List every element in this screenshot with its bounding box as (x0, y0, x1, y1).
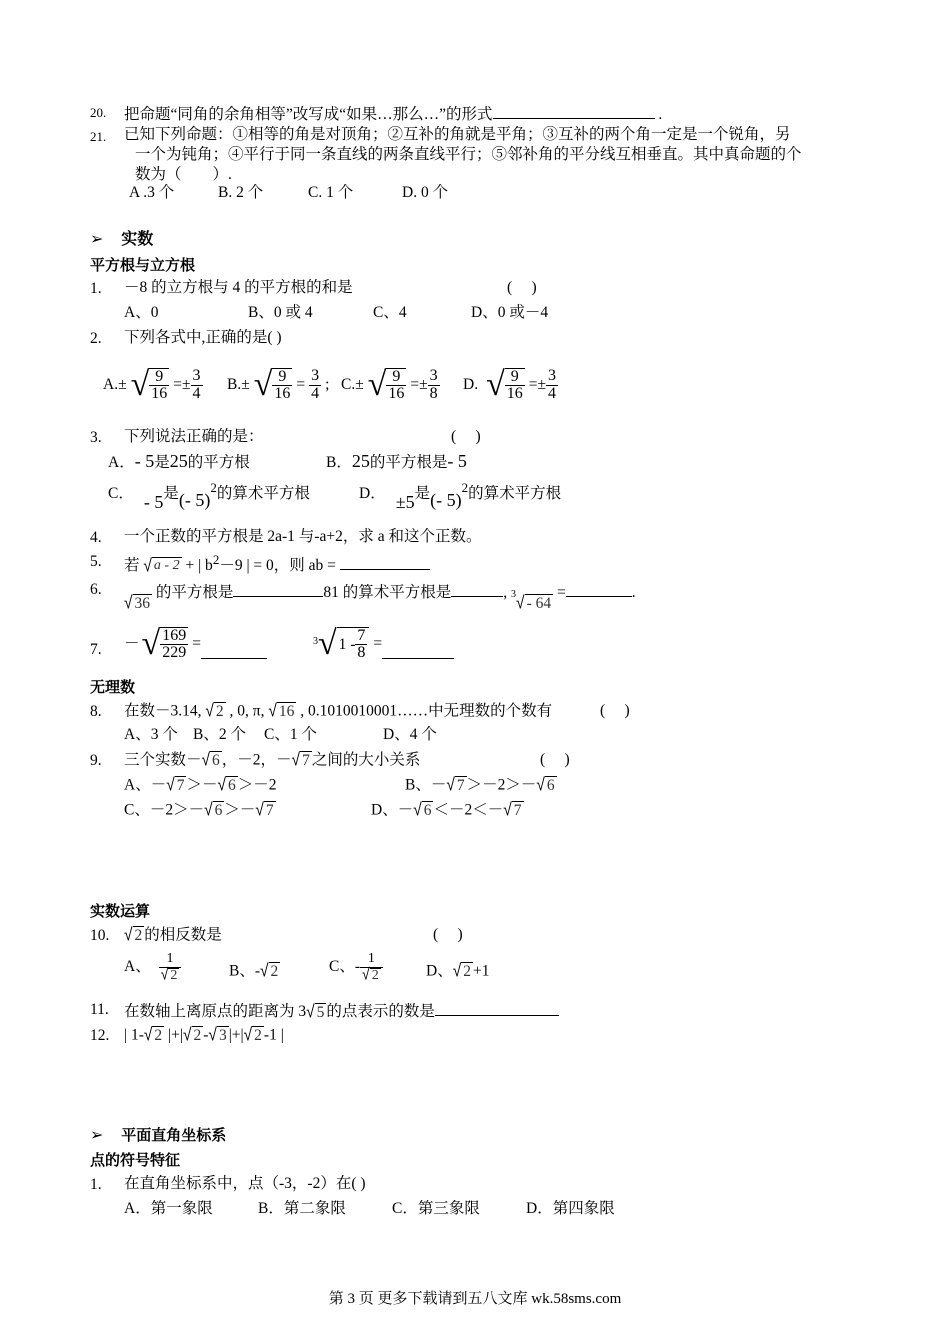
option-c[interactable]: C、1 个 (264, 726, 317, 743)
question-text: 在直角坐标系中，点（-3，-2）在( ) (124, 1175, 366, 1192)
question-text: 下列各式中,正确的是( ) (124, 329, 282, 346)
question-text: 三个实数－ √ 6 ，－2，－ √ 7 之间的大小关系 (124, 749, 421, 771)
question-number: 9. (90, 752, 102, 769)
question-text: 若 √ a - 2 + | $b^2-9$ | = 0，则 ab = (124, 552, 430, 576)
question-number: 20. (90, 105, 107, 120)
question-21-line3: 数为（ ）. (135, 166, 232, 183)
question-text: － √ $\frac{169}{229}$ = $^3$ √ 1 - $\frac{7}{8}$ = (124, 624, 454, 665)
option-d[interactable]: D、0 或－4 (471, 304, 549, 321)
question-number: 4. (90, 529, 102, 546)
question-text: －8 的立方根与 4 的平方根的和是 (124, 279, 353, 296)
answer-blank[interactable] (566, 581, 632, 597)
question-number: 21. (90, 129, 107, 144)
answer-blank[interactable] (382, 643, 454, 659)
question-text: 下列说法正确的是： (124, 428, 264, 445)
option-a[interactable]: A、0 (124, 304, 159, 321)
answer-paren[interactable]: ( ) (600, 702, 630, 719)
question-number: 8. (90, 703, 102, 720)
question-text: √ 36 的平方根是 81 的算术平方根是 , $^3$ √ - 64 = . (124, 581, 636, 603)
option-c[interactable]: C、－2＞－ √ 6 ＞－ √ 7 (124, 799, 274, 821)
answer-paren[interactable]: ( ) (451, 428, 481, 445)
option-c[interactable]: C、4 (373, 304, 407, 321)
arrow-bullet-icon: ➢ (90, 1127, 104, 1144)
section-title: 实数 (121, 229, 154, 248)
option-a[interactable]: A、－ √ 7 ＞－ √ 6 ＞－2 (124, 774, 277, 796)
option-c[interactable]: C.± √ $\frac{9}{16}$ =± $\frac{3}{8}$ (341, 366, 438, 403)
question-number: 10. (90, 927, 110, 944)
subsection-title: 实数运算 (90, 902, 151, 920)
question-20-text: 把命题“同角的余角相等”改写成“如果…那么…”的形式 . (124, 103, 662, 125)
answer-blank[interactable] (451, 581, 503, 597)
question-21-line2: 一个为钝角；④平行于同一条直线的两条直线平行；⑤邻补角的平分线互相垂直。其中真命题的个 (135, 146, 802, 163)
option-c[interactable]: C． - 5是(- 5)$^2$的算术平方根 (108, 480, 310, 513)
arrow-bullet-icon: ➢ (90, 231, 104, 248)
subsection-title: 无理数 (90, 678, 136, 696)
question-text: 在数－3.14, √ 2 , 0, π, √ 16 , 0.1010010001……中无理数的个数有 (124, 700, 553, 722)
section-real-numbers (90, 229, 153, 250)
answer-blank[interactable] (201, 643, 267, 659)
option-a[interactable]: A、 1 √ 2 (124, 952, 181, 983)
question-number: 11. (90, 1001, 109, 1018)
section-title: 平面直角坐标系 (121, 1126, 227, 1144)
answer-blank[interactable] (493, 103, 655, 119)
option-a[interactable]: A .3 个 (129, 184, 175, 201)
option-d[interactable]: D、4 个 (383, 726, 437, 743)
option-b[interactable]: B、0 或 4 (248, 304, 313, 321)
answer-blank[interactable] (233, 581, 323, 597)
option-b[interactable]: B、- √ 2 (229, 960, 279, 982)
question-number: 7. (90, 641, 102, 658)
option-d[interactable]: D. √ $\frac{9}{16}$ =± $\frac{3}{4}$ (463, 366, 556, 403)
subsection-title: 点的符号特征 (90, 1151, 181, 1169)
option-d[interactable]: D、 √ 2 +1 (426, 960, 490, 982)
question-number: 1. (90, 1176, 102, 1193)
option-d[interactable]: D、－ √ 6 ＜－2＜－ √ 7 (371, 799, 522, 821)
question-number: 6. (90, 581, 102, 598)
answer-paren[interactable]: ( ) (507, 279, 537, 296)
subsection-title: 平方根与立方根 (90, 256, 196, 274)
option-b[interactable]: B、－ √ 7 ＞－2＞－ √ 6 (405, 774, 555, 796)
option-b[interactable]: B．第二象限 (258, 1200, 346, 1217)
section-coordinate (90, 1126, 226, 1146)
question-text: 一个正数的平方根是 2a-1 与-a+2，求 a 和这个正数。 (124, 528, 482, 545)
option-d[interactable]: D．第四象限 (526, 1200, 615, 1217)
question-21-line1: 已知下列命题：①相等的角是对顶角；②互补的角就是平角；③互补的两个角一定是一个锐角，另 (124, 126, 791, 143)
question-number: 5. (90, 553, 102, 570)
option-b[interactable]: B. 2 个 (218, 184, 264, 201)
answer-blank[interactable] (340, 554, 430, 570)
option-b[interactable]: B.± √ $\frac{9}{16}$ = $\frac{3}{4}$ ; (227, 366, 330, 403)
option-d[interactable]: D． ±5是(- 5)$^2$的算术平方根 (359, 480, 562, 513)
question-text: | 1- √ 2 |+| √ 2 - √ 3 |+| √ 2 -1 | (124, 1024, 284, 1046)
answer-paren[interactable]: ( ) (540, 751, 570, 768)
question-number: 2. (90, 330, 102, 347)
option-c[interactable]: C、- 1 √ 2 (329, 952, 383, 983)
option-a[interactable]: A.± √ $\frac{9}{16}$ =± $\frac{3}{4}$ (103, 366, 201, 403)
option-c[interactable]: C．第三象限 (392, 1200, 480, 1217)
question-number: 3. (90, 429, 102, 446)
question-text: √ 2 的相反数是 (124, 924, 222, 946)
option-a[interactable]: A．- 5是25的平方根 (108, 451, 250, 471)
answer-blank[interactable] (435, 1000, 559, 1016)
question-number: 1. (90, 280, 102, 297)
option-d[interactable]: D. 0 个 (402, 184, 449, 201)
question-number: 12. (90, 1027, 110, 1044)
option-b[interactable]: B、2 个 (193, 726, 246, 743)
answer-paren[interactable]: ( ) (433, 926, 463, 943)
question-text: 在数轴上离原点的距离为 3 √ 5 的点表示的数是 (124, 1000, 559, 1022)
option-b[interactable]: B．25的平方根是- 5 (326, 451, 467, 471)
page-footer: 第 3 页 更多下载请到五八文库 wk.58sms.com (328, 1291, 622, 1307)
option-a[interactable]: A、3 个 (124, 726, 178, 743)
option-c[interactable]: C. 1 个 (308, 184, 354, 201)
option-a[interactable]: A．第一象限 (124, 1200, 213, 1217)
